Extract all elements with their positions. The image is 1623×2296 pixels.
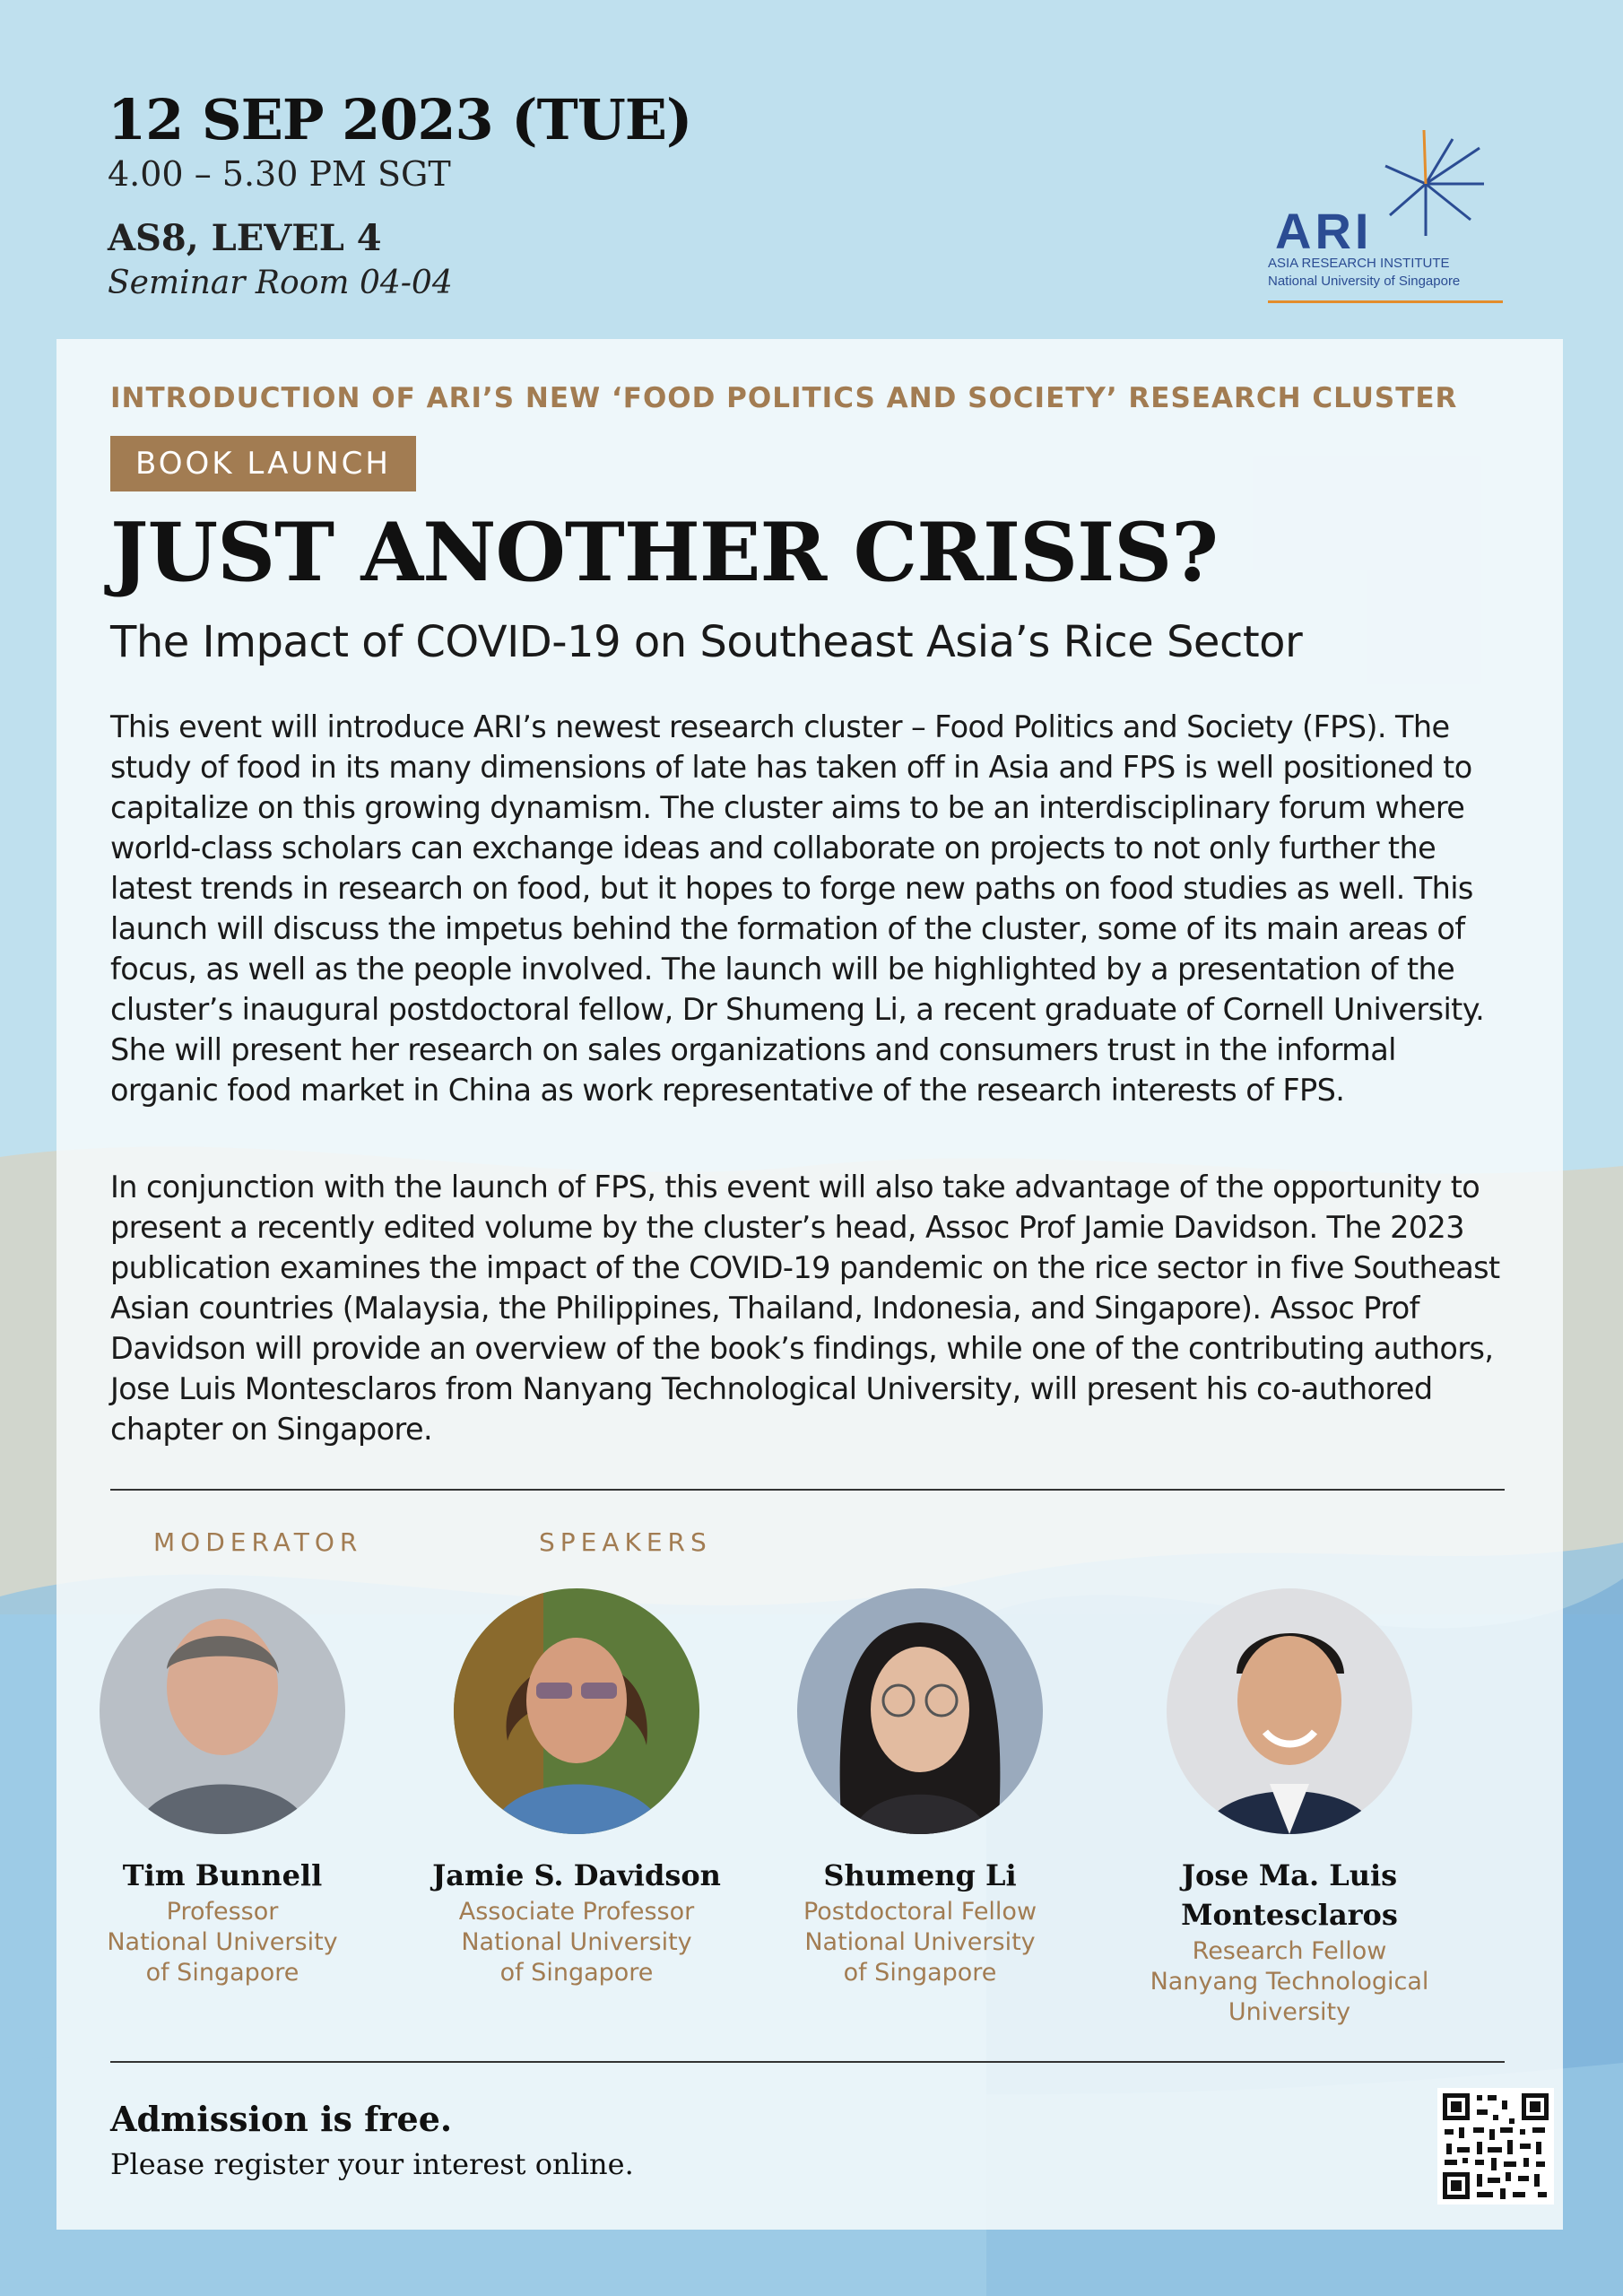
speaker-card: [1141, 1588, 1437, 2028]
person-name: Tim Bunnell: [122, 1858, 323, 1892]
person-name-line-2: Montesclaros: [1181, 1898, 1398, 1932]
person-institution-line-1: National University: [107, 1928, 338, 1956]
qr-code-icon: [1437, 2088, 1554, 2205]
divider: [110, 1489, 1505, 1491]
content-panel: [56, 339, 1563, 2230]
portrait-image: [1167, 1588, 1412, 1834]
person-institution-line-2: of Singapore: [499, 1959, 654, 1987]
person-name-line-1: Jose Ma. Luis: [1181, 1858, 1398, 1892]
avatar: [454, 1588, 699, 1834]
book-launch-badge: BOOK LAUNCH: [110, 436, 416, 491]
registration-qr-code[interactable]: [1437, 2088, 1554, 2205]
person-name: Shumeng Li: [823, 1858, 1017, 1892]
description-paragraph-1: This event will introduce ARI’s newest research cluster – Food Politics and Society (FPS). The study of food in its many dimensions of late has taken off in Asia and FPS is well positioned to capitalize on this growing dynamism. The cluster aims to be an interdisciplinary forum where world-class scholars can exchange ideas and collaborate on projects to not only further the latest trends in research on food, but it hopes to forge new paths on food studies as well. This launch will discuss the impetus behind the formation of the cluster, some of its main areas of focus, as well as the people involved. The launch will be highlighted by a presentation of the cluster’s inaugural postdoctoral fellow, Dr Shumeng Li, a recent graduate of Cornell University. She will present her research on sales organizations and consumers trust in the informal organic food market in China as work representative of the research interests of FPS.: [110, 709, 1485, 1108]
intro-heading: INTRODUCTION OF ARI’S NEW ‘FOOD POLITICS AND SOCIETY’ RESEARCH CLUSTER: [110, 382, 1458, 414]
logo-university-name: National University of Singapore: [1268, 274, 1461, 289]
person-position: Research Fellow: [1192, 1937, 1387, 1965]
logo-institute-name: ASIA RESEARCH INSTITUTE: [1268, 256, 1450, 271]
event-room: Seminar Room 04-04: [108, 265, 453, 302]
avatar: [797, 1588, 1043, 1834]
person-affiliation: [1141, 1936, 1437, 2028]
speaker-card: [429, 1588, 725, 1988]
event-date: 12 SEP 2023 (TUE): [108, 87, 692, 152]
avatar: [100, 1588, 345, 1834]
person-institution-line-1: National University: [804, 1928, 1036, 1956]
event-venue: AS8, LEVEL 4: [108, 217, 382, 260]
moderator-label: MODERATOR: [153, 1527, 363, 1557]
person-institution-line-2: University: [1228, 1998, 1351, 2026]
speakers-label: SPEAKERS: [539, 1527, 712, 1557]
ari-logo: [1264, 130, 1506, 309]
portrait-image: [100, 1588, 345, 1834]
person-name: Jamie S. Davidson: [432, 1858, 721, 1892]
person-institution-line-1: Nanyang Technological: [1150, 1968, 1429, 1996]
event-header: [108, 87, 692, 302]
moderator-card: [74, 1588, 370, 1988]
person-affiliation: [74, 1897, 370, 1988]
person-position: Associate Professor: [458, 1898, 695, 1926]
person-institution-line-1: National University: [461, 1928, 692, 1956]
star-burst-icon: [1363, 130, 1488, 238]
admission-note: Admission is free.: [110, 2099, 453, 2139]
person-name: [1141, 1856, 1437, 1935]
registration-note: Please register your interest online.: [110, 2147, 634, 2181]
person-affiliation: [429, 1897, 725, 1988]
description-paragraph-2: In conjunction with the launch of FPS, this event will also take advantage of the opportunity to present a recently edited volume by the cluster’s head, Assoc Prof Jamie Davidson. The 2023 publication examines the impact of the COVID-19 pandemic on the rice sector in five Southeast Asian countries (Malaysia, the Philippines, Thailand, Indonesia, and Singapore). Assoc Prof Davidson will provide an overview of the book’s findings, while one of the contributing authors, Jose Luis Montesclaros from Nanyang Technological University, will present his co-authored chapter on Singapore.: [110, 1170, 1500, 1447]
logo-underline: [1268, 300, 1503, 303]
event-time: 4.00 – 5.30 PM SGT: [108, 154, 451, 195]
person-institution-line-2: of Singapore: [843, 1959, 997, 1987]
person-position: Postdoctoral Fellow: [803, 1898, 1037, 1926]
event-subtitle: The Impact of COVID-19 on Southeast Asia’s Rice Sector: [110, 617, 1303, 667]
portrait-image: [454, 1588, 699, 1834]
portrait-image: [797, 1588, 1043, 1834]
avatar: [1167, 1588, 1412, 1834]
divider: [110, 2061, 1505, 2063]
person-affiliation: [772, 1897, 1068, 1988]
logo-acronym: ARI: [1275, 203, 1373, 259]
person-position: Professor: [166, 1898, 279, 1926]
person-institution-line-2: of Singapore: [145, 1959, 299, 1987]
event-title: JUST ANOTHER CRISIS?: [110, 505, 1218, 600]
speaker-card: [772, 1588, 1068, 1988]
